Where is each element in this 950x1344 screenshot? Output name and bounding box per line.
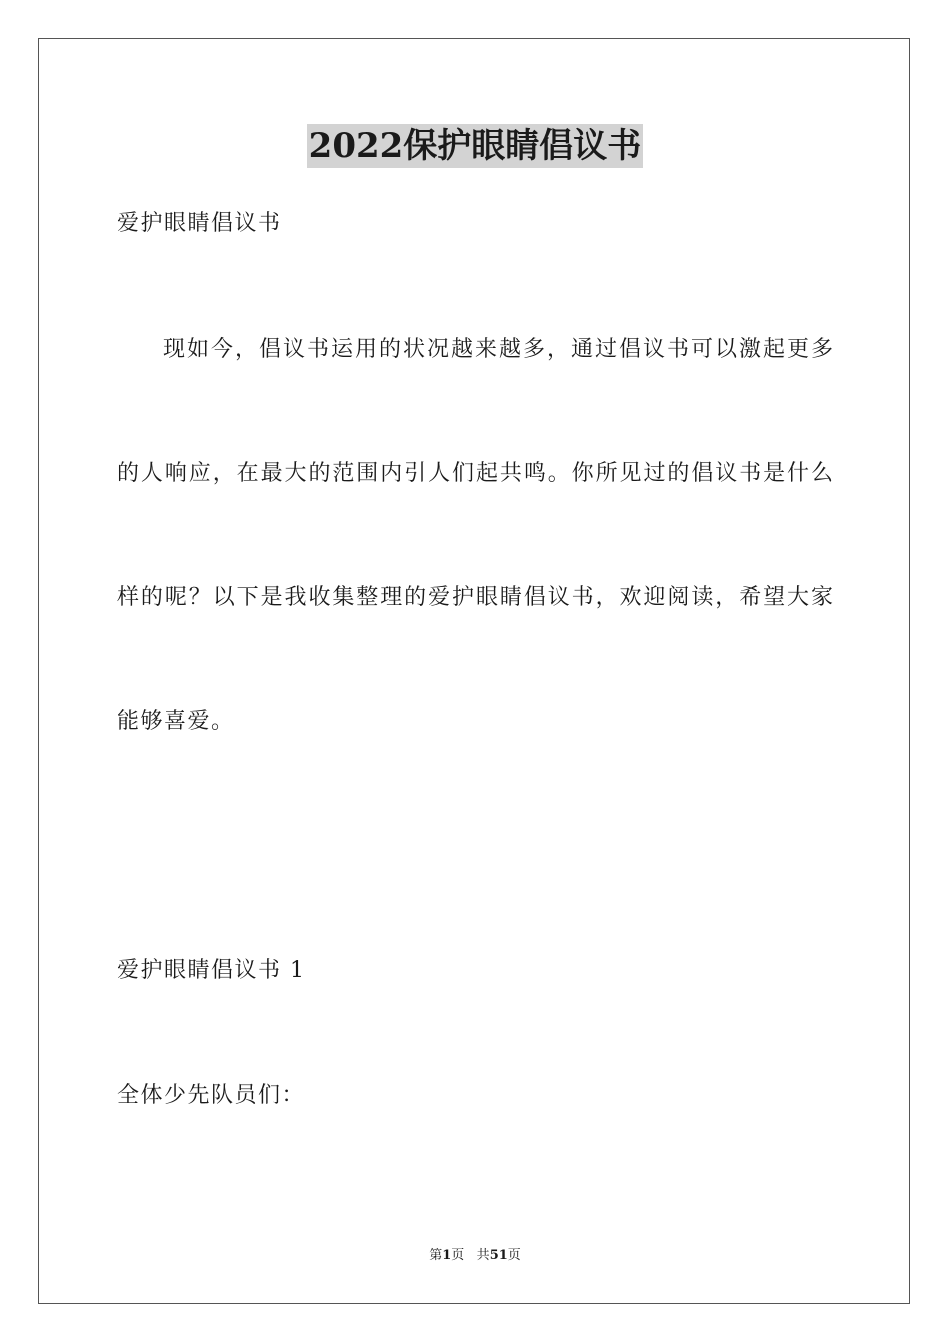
footer-page-suffix: 页 bbox=[451, 1248, 465, 1263]
intro-line-2: 的人响应，在最大的范围内引人们起共鸣。你所见过的倡议书是什么 bbox=[117, 461, 833, 486]
document-title: 2022保护眼睛倡议书 bbox=[308, 126, 642, 166]
document-subtitle: 爱护眼睛倡议书 bbox=[117, 211, 282, 236]
page-footer bbox=[0, 1247, 950, 1265]
footer-total-pages: 51 bbox=[489, 1248, 508, 1263]
salutation: 全体少先队员们： bbox=[117, 1083, 306, 1108]
intro-line-3: 样的呢？以下是我收集整理的爱护眼睛倡议书，欢迎阅读，希望大家 bbox=[117, 585, 833, 610]
footer-total-prefix: 共 bbox=[476, 1248, 490, 1263]
footer-page-prefix: 第 bbox=[429, 1248, 443, 1263]
intro-line-1: 现如今，倡议书运用的状况越来越多，通过倡议书可以激起更多 bbox=[163, 337, 833, 362]
footer-page-number: 1 bbox=[442, 1248, 452, 1263]
footer-total-suffix: 页 bbox=[507, 1248, 521, 1263]
title-container bbox=[0, 124, 950, 168]
intro-line-4: 能够喜爱。 bbox=[117, 709, 235, 734]
section-heading: 爱护眼睛倡议书 1 bbox=[117, 958, 306, 983]
